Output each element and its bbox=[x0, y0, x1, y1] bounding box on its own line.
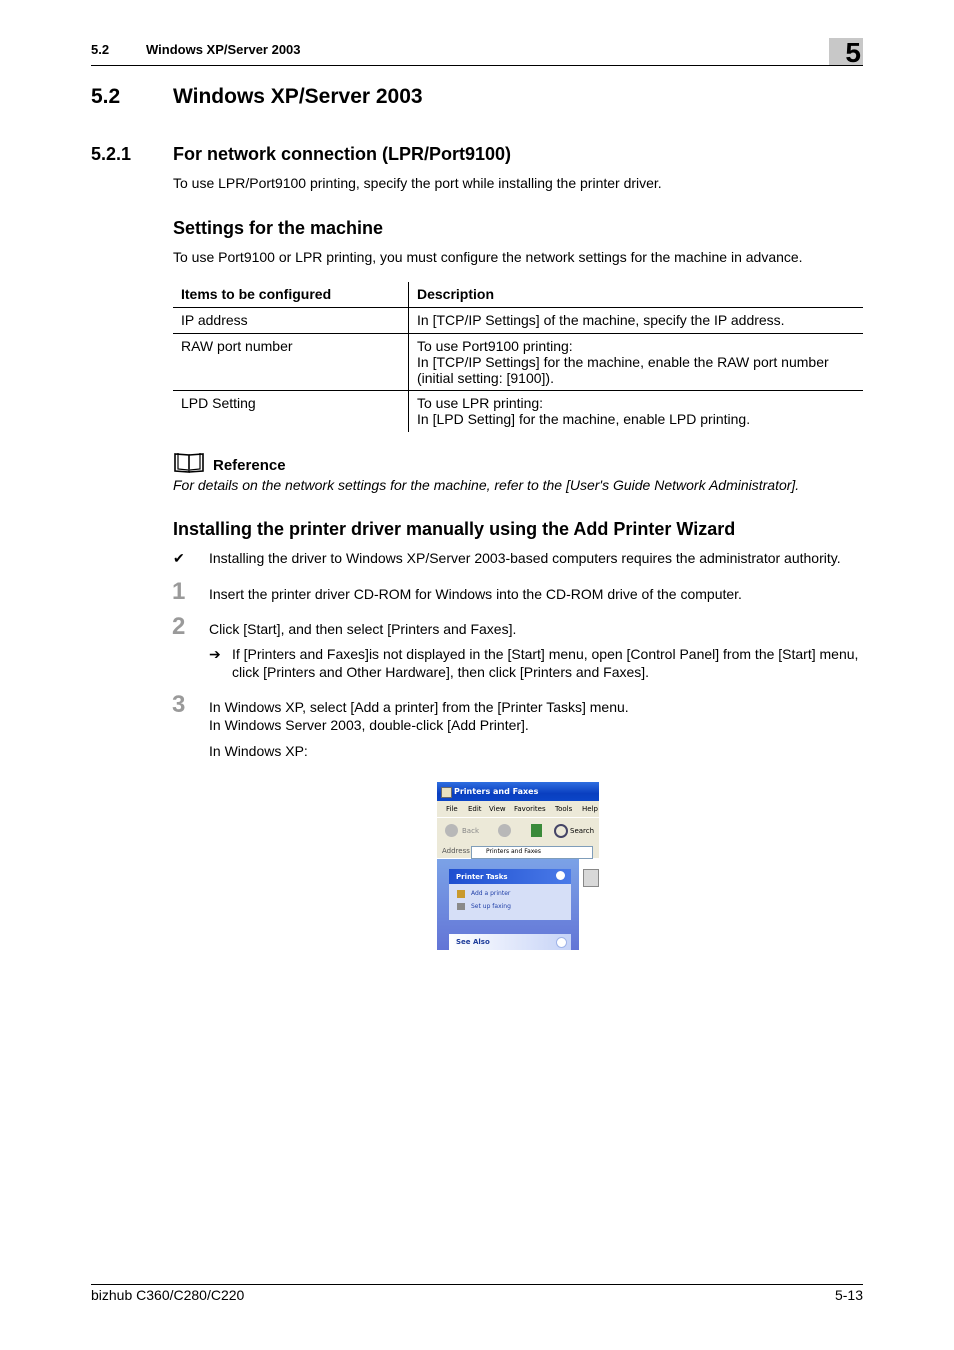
description-line: To use LPR printing: bbox=[417, 395, 544, 411]
menu-file[interactable]: File bbox=[446, 805, 458, 813]
description-line: In [LPD Setting] for the machine, enable LPD printing. bbox=[417, 411, 751, 427]
collapse-chevron-icon[interactable] bbox=[556, 937, 567, 948]
back-label[interactable]: Back bbox=[462, 827, 479, 835]
window-title: Printers and Faxes bbox=[454, 787, 539, 796]
printer-tasks-body bbox=[449, 884, 571, 920]
step-number: 3 bbox=[172, 691, 186, 718]
step-text: Insert the printer driver CD-ROM for Windows into the CD-ROM drive of the computer. bbox=[209, 586, 742, 602]
search-icon[interactable] bbox=[554, 824, 568, 838]
toolbar bbox=[437, 817, 599, 845]
footer-product: bizhub C360/C280/C220 bbox=[91, 1287, 245, 1303]
search-label[interactable]: Search bbox=[570, 827, 595, 835]
prerequisite-text: Installing the driver to Windows XP/Server 2003-based computers requires the administrator authority. bbox=[209, 550, 841, 566]
address-value: Printers and Faxes bbox=[486, 848, 541, 855]
footer-rule bbox=[91, 1284, 863, 1285]
running-header-section-number: 5.2 bbox=[91, 42, 110, 57]
collapse-chevron-icon[interactable] bbox=[556, 871, 565, 880]
column-header-description: Description bbox=[409, 282, 864, 308]
table-cell-item: RAW port number bbox=[173, 334, 409, 391]
printers-and-faxes-screenshot bbox=[437, 782, 599, 950]
printer-list-area bbox=[579, 859, 599, 950]
address-label: Address bbox=[442, 847, 470, 855]
forward-arrow-icon[interactable] bbox=[498, 824, 511, 837]
printer-folder-icon bbox=[441, 787, 452, 798]
fax-icon bbox=[457, 903, 465, 910]
header-rule bbox=[91, 65, 863, 66]
check-mark-icon: ✔ bbox=[173, 550, 185, 566]
see-also-title: See Also bbox=[456, 938, 490, 946]
section-number: 5.2 bbox=[91, 85, 121, 108]
window-title-bar bbox=[437, 782, 599, 801]
up-folder-icon[interactable] bbox=[531, 824, 542, 837]
arrow-right-icon: ➔ bbox=[209, 646, 221, 662]
menu-tools[interactable]: Tools bbox=[555, 805, 573, 813]
screenshot-caption: In Windows XP: bbox=[209, 743, 308, 759]
menu-help[interactable]: Help bbox=[582, 805, 598, 813]
column-header-item: Items to be configured bbox=[173, 282, 409, 308]
note-line: If [Printers and Faxes]is not displayed in the [Start] menu, open [Control Panel] from the [Start] menu, bbox=[232, 646, 859, 662]
subsection-title: For network connection (LPR/Port9100) bbox=[173, 144, 512, 164]
step-line: In Windows Server 2003, double-click [Add Printer]. bbox=[209, 717, 529, 733]
table-row bbox=[173, 308, 863, 334]
task-pane bbox=[437, 859, 579, 950]
table-cell-item: LPD Setting bbox=[173, 391, 409, 433]
menu-edit[interactable]: Edit bbox=[468, 805, 482, 813]
description-line: To use Port9100 printing: bbox=[417, 338, 573, 354]
table-header-row bbox=[173, 282, 863, 308]
running-header-title: Windows XP/Server 2003 bbox=[146, 42, 301, 57]
step-text: Click [Start], and then select [Printers and Faxes]. bbox=[209, 621, 517, 637]
table-row bbox=[173, 334, 863, 391]
table-cell-description bbox=[409, 334, 864, 391]
step-line: In Windows XP, select [Add a printer] from the [Printer Tasks] menu. bbox=[209, 699, 629, 715]
wizard-heading: Installing the printer driver manually using the Add Printer Wizard bbox=[173, 519, 736, 539]
printer-tasks-header[interactable] bbox=[449, 869, 571, 884]
step-text bbox=[209, 699, 629, 734]
see-also-header[interactable] bbox=[449, 934, 571, 950]
task-add-printer[interactable]: Add a printer bbox=[471, 890, 511, 897]
description-line: In [TCP/IP Settings] for the machine, enable the RAW port number bbox=[417, 354, 829, 370]
subsection-number: 5.2.1 bbox=[91, 144, 132, 164]
table-row bbox=[173, 391, 863, 433]
printer-icon[interactable] bbox=[583, 869, 599, 887]
description-line: In [TCP/IP Settings] of the machine, specify the IP address. bbox=[417, 312, 785, 328]
reference-label: Reference bbox=[213, 457, 286, 474]
table-cell-description bbox=[409, 308, 864, 334]
reference-text: For details on the network settings for the machine, refer to the [User's Guide Network Administrator]. bbox=[173, 477, 800, 493]
printer-tasks-title: Printer Tasks bbox=[456, 873, 508, 881]
step-number: 2 bbox=[172, 613, 186, 640]
address-field[interactable] bbox=[471, 846, 593, 859]
settings-intro: To use Port9100 or LPR printing, you must configure the network settings for the machine in advance. bbox=[173, 249, 803, 265]
back-arrow-icon[interactable] bbox=[445, 824, 458, 837]
menu-favorites[interactable]: Favorites bbox=[514, 805, 546, 813]
settings-heading: Settings for the machine bbox=[173, 218, 384, 238]
note-line: click [Printers and Other Hardware], then click [Printers and Faxes]. bbox=[232, 664, 650, 680]
add-printer-icon bbox=[457, 890, 465, 898]
menu-view[interactable]: View bbox=[489, 805, 506, 813]
step-note bbox=[232, 646, 858, 681]
book-icon bbox=[173, 451, 206, 474]
menu-bar bbox=[437, 801, 599, 817]
section-title: Windows XP/Server 2003 bbox=[173, 85, 423, 108]
description-line: (initial setting: [9100]). bbox=[417, 370, 554, 386]
table-cell-description bbox=[409, 391, 864, 433]
footer-page-number: 5-13 bbox=[834, 1287, 863, 1303]
chapter-number-badge: 5 bbox=[829, 38, 863, 65]
settings-table bbox=[173, 282, 863, 432]
task-set-up-faxing[interactable]: Set up faxing bbox=[471, 903, 511, 910]
table-cell-item: IP address bbox=[173, 308, 409, 334]
step-number: 1 bbox=[172, 578, 186, 605]
subsection-intro: To use LPR/Port9100 printing, specify the port while installing the printer driver. bbox=[173, 175, 662, 191]
